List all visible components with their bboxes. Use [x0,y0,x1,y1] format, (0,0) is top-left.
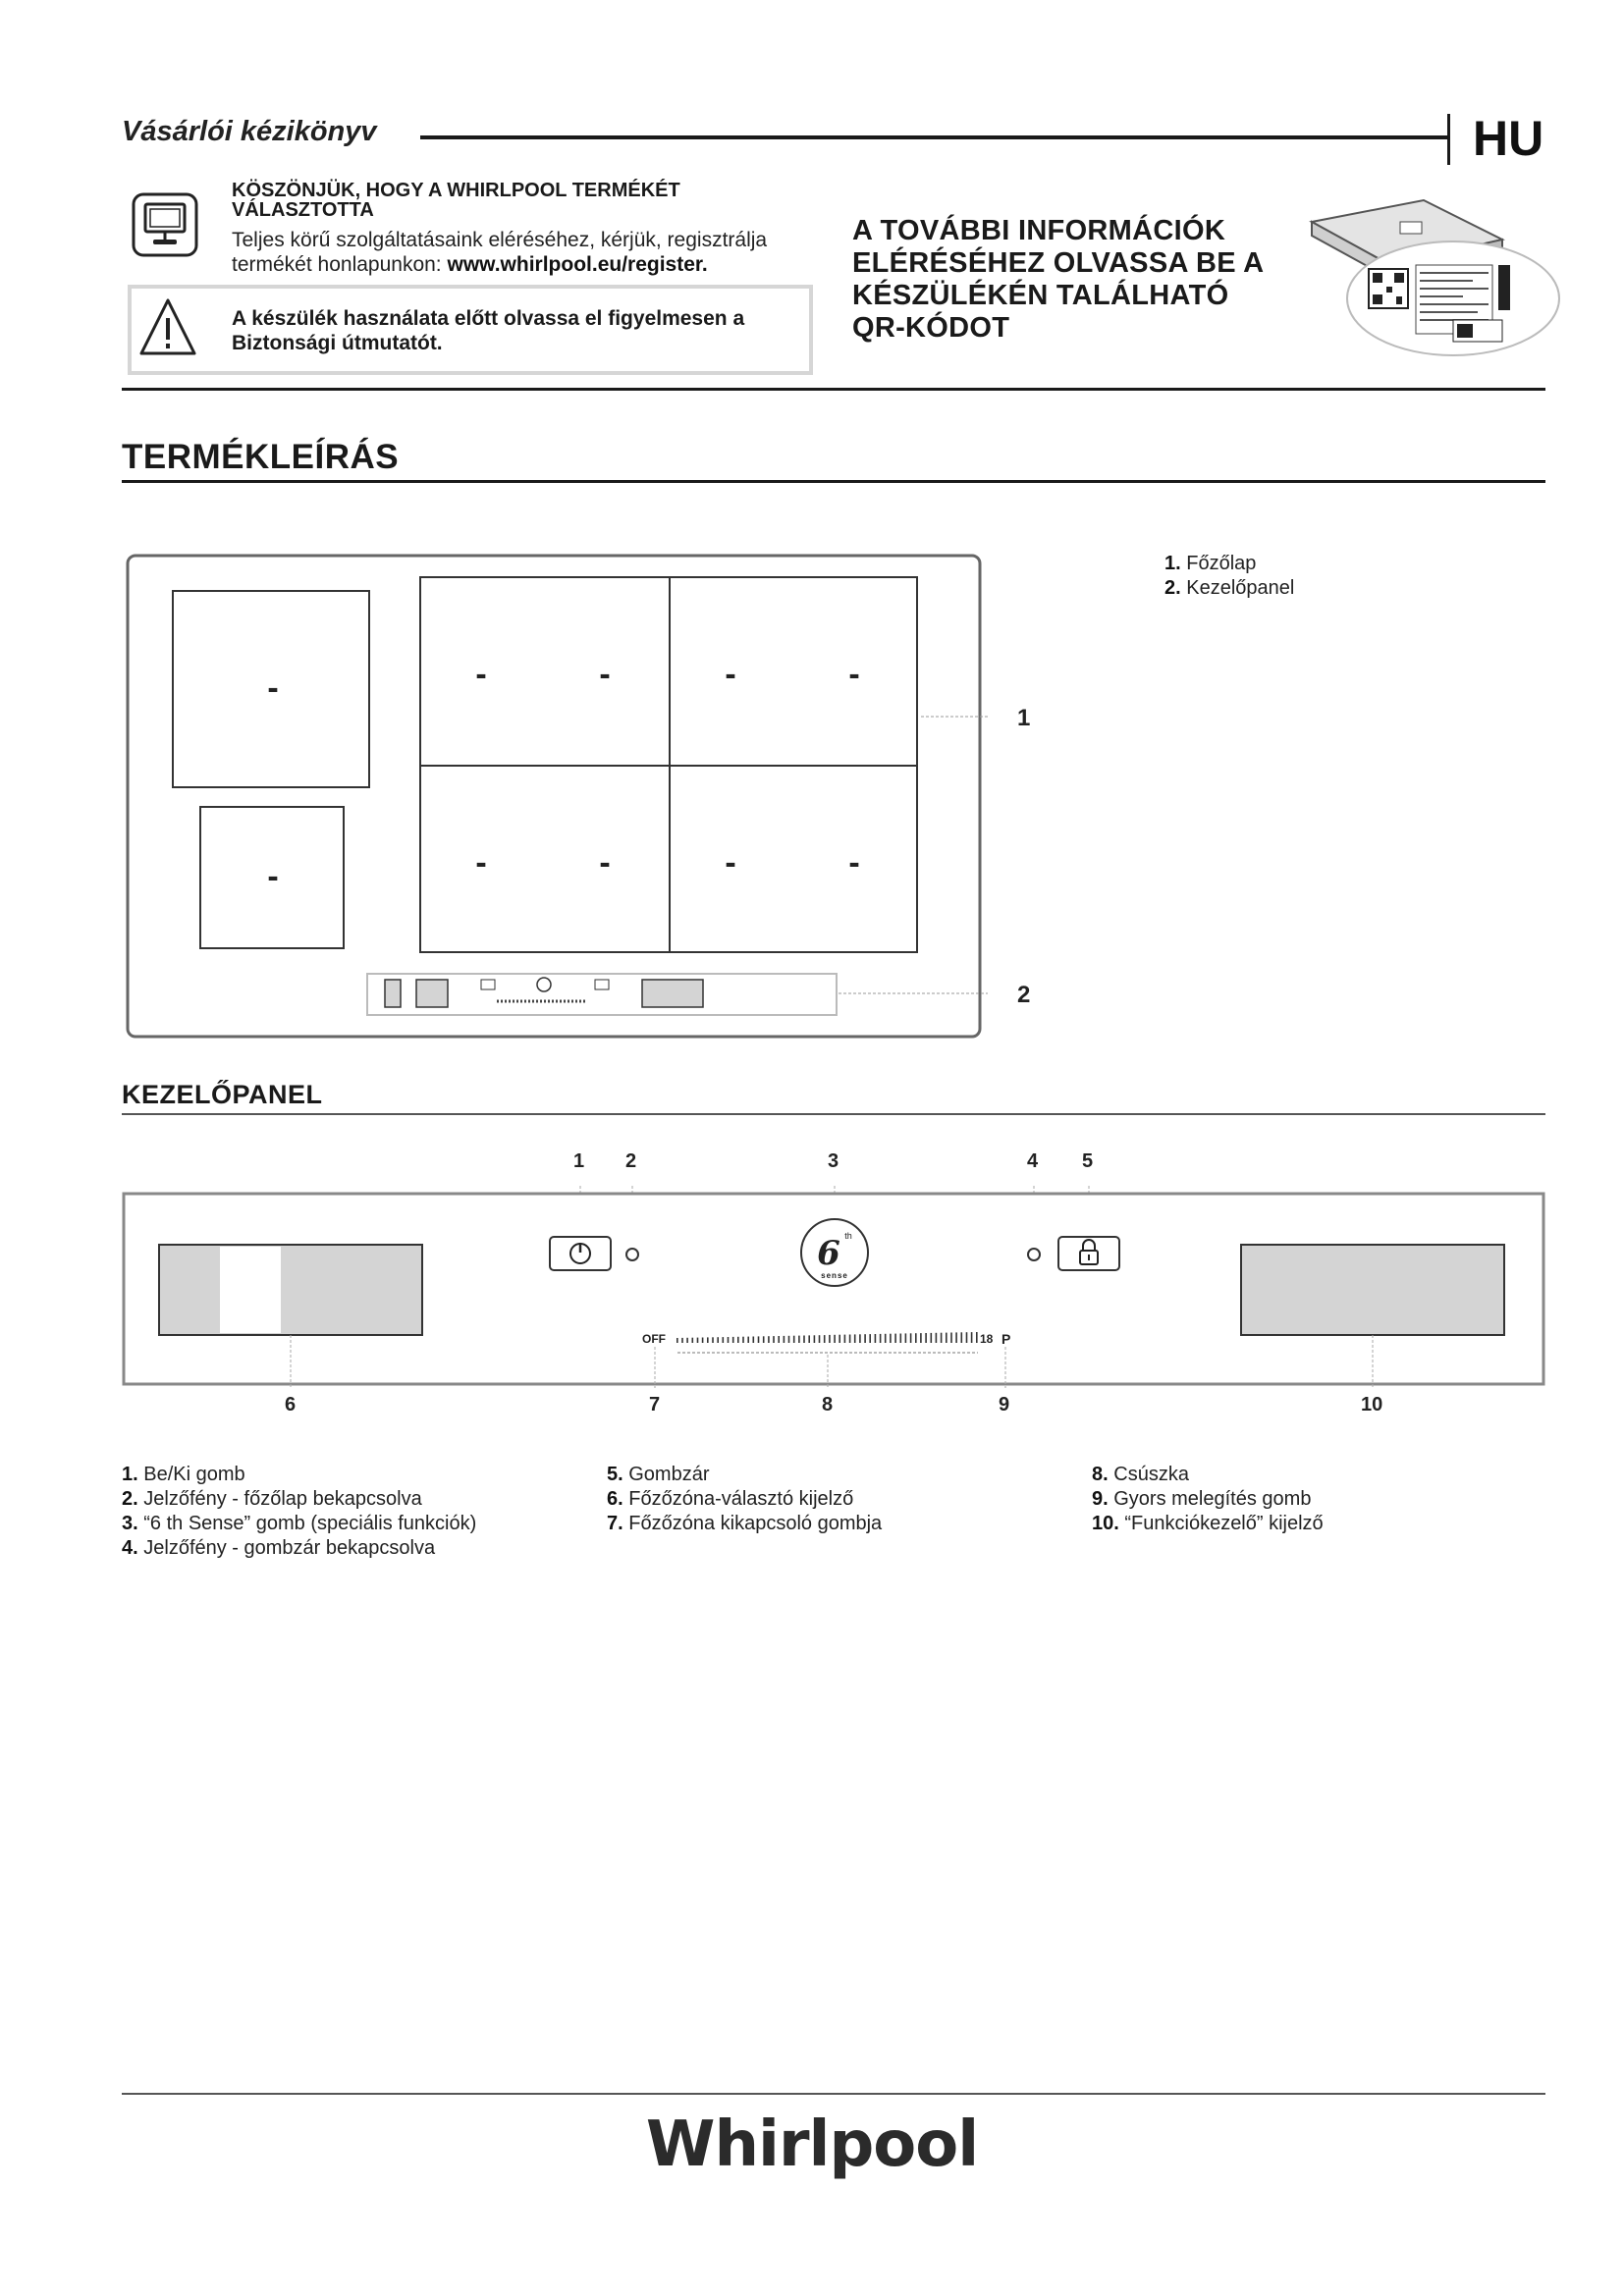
slider-tick [864,1334,866,1343]
whirlpool-logo: Whirlpool [645,2109,979,2181]
product-title-rule [122,480,1545,483]
slider-tick [925,1333,927,1343]
rating-plate-illustration [1306,192,1563,362]
slider-tick [728,1337,730,1343]
product-section-title: TERMÉKLEÍRÁS [122,438,400,476]
product-legend-item: 2. Kezelőpanel [1164,577,1295,599]
panel-legend-item: 5. Gombzár [607,1464,710,1485]
cooking-zone [670,577,917,766]
slider-tick [758,1336,760,1343]
intro-rule [122,388,1545,391]
slider-tick [931,1333,933,1343]
slider-tick [768,1336,770,1343]
slider-tick [753,1337,755,1344]
header-rule [420,135,1447,139]
slider-tick [915,1333,917,1343]
header-divider [1447,114,1450,165]
slider-tick [966,1332,968,1343]
slider-tick [742,1337,744,1343]
product-legend [1164,552,1294,601]
slider-tick [885,1334,887,1343]
slider-tick [803,1336,805,1344]
lock-indicator [1028,1249,1040,1260]
panel-legend-item: 4. Jelzőfény - gombzár bekapcsolva [122,1537,436,1559]
panel-legend-col3 [1092,1463,1324,1536]
slider-tick [692,1338,694,1343]
slider-tick [961,1332,963,1343]
slider-tick [936,1333,938,1343]
slider-tick [920,1333,922,1343]
thanks-body [232,228,821,277]
footer-rule [122,2093,1545,2095]
zone-dash: - [599,844,611,881]
panel-legend-item: 6. Főzőzóna-választó kijelző [607,1488,854,1510]
callout-10: 10 [1361,1394,1383,1415]
slider-tick [829,1335,831,1343]
panel-legend-item: 3. “6 th Sense” gomb (speciális funkciók) [122,1513,477,1534]
zone-dash: - [725,656,736,693]
function-display [1241,1245,1504,1335]
slider-tick [712,1337,714,1343]
callout-5: 5 [1082,1150,1094,1172]
slider-tick [784,1336,785,1343]
zone-dash: - [848,656,860,693]
cooking-zone [420,577,670,766]
boost-button: P [1001,1331,1011,1347]
slider-tick [707,1337,709,1343]
svg-text:sense: sense [821,1271,848,1280]
slider-tick [900,1334,902,1344]
thanks-text: Teljes körű szolgáltatásaink eléréséhez, kérjük, regisztrálja termékét honlapunkon: [232,229,768,276]
zone-dash: - [848,844,860,881]
language-code: HU [1473,111,1544,166]
zone-dash: - [599,656,611,693]
svg-text:6: 6 [817,1234,840,1273]
slider-tick [824,1335,826,1343]
slider-tick [763,1336,765,1343]
hob-on-indicator [626,1249,638,1260]
slider-tick [686,1338,688,1343]
slider-tick [702,1338,704,1344]
slider-tick [747,1337,749,1343]
slider-off-label: OFF [642,1332,666,1346]
zone-dash: - [267,858,279,895]
panel-legend-item: 8. Csúszka [1092,1464,1189,1485]
thanks-heading: KÖSZÖNJÜK, HOGY A WHIRLPOOL TERMÉKÉT VÁLASZTOTTA [232,180,680,221]
monitor-icon [132,192,198,262]
callout-7: 7 [649,1394,661,1415]
slider-tick [723,1337,725,1343]
register-link[interactable]: www.whirlpool.eu/register. [447,253,708,276]
slider-tick [788,1336,790,1343]
warning-text: A készülék használata előtt olvassa el figyelmesen a Biztonsági útmutatót. [232,307,745,354]
callout-hob: 1 [1017,705,1031,731]
slider-tick [814,1335,816,1343]
slider-tick [834,1335,836,1343]
slider-tick [859,1334,861,1343]
cooking-zone [670,766,917,952]
slider-tick [778,1336,780,1343]
slider-tick [839,1335,840,1343]
slider-tick [950,1333,952,1344]
slider-tick [844,1335,846,1343]
panel-legend-item: 9. Gyors melegítés gomb [1092,1488,1312,1510]
warning-icon [137,296,198,364]
qr-notice: A TOVÁBBI INFORMÁCIÓK ELÉRÉSÉHEZ OLVASSA BE A KÉSZÜLÉKÉN TALÁLHATÓ QR-KÓDOT [852,215,1264,344]
slider-tick [773,1336,775,1343]
panel-title-rule [122,1113,1545,1115]
slider-tick [976,1332,978,1343]
slider-max-label: 18 [980,1332,994,1346]
slider-tick [681,1338,683,1343]
slider-tick [717,1337,719,1343]
slider-tick [697,1338,699,1343]
slider-tick [849,1335,851,1344]
slider-tick [955,1332,957,1343]
slider-tick [793,1336,795,1343]
callout-3: 3 [828,1150,839,1172]
slider-tick [880,1334,882,1343]
zone-dash: - [267,669,279,707]
callout-2: 2 [625,1150,637,1172]
callout-control-panel: 2 [1017,982,1031,1008]
slider-tick [819,1335,821,1343]
callout-6: 6 [285,1394,297,1415]
slider-tick [677,1338,678,1343]
manual-title: Vásárlói kézikönyv [122,116,377,147]
panel-legend-item: 1. Be/Ki gomb [122,1464,245,1485]
callout-1: 1 [573,1150,585,1172]
slider-tick [798,1336,800,1343]
slider-tick [890,1334,892,1343]
panel-legend-item: 2. Jelzőfény - főzőlap bekapcsolva [122,1488,422,1510]
panel-legend-item: 7. Főzőzóna kikapcsoló gombja [607,1513,883,1534]
slider-tick [971,1332,973,1343]
zone-dash: - [475,656,487,693]
panel-legend-item: 10. “Funkciókezelő” kijelző [1092,1513,1324,1534]
zone-dash: - [725,844,736,881]
callout-8: 8 [822,1394,834,1415]
slider-tick [875,1334,877,1343]
svg-text:th: th [844,1231,852,1241]
zone-dash: - [475,844,487,881]
slider-tick [869,1334,871,1343]
power-button [550,1237,611,1270]
callout-4: 4 [1027,1150,1039,1172]
hob-diagram [124,552,988,1049]
panel-section-title: KEZELŐPANEL [122,1080,323,1109]
slider-tick [732,1337,734,1343]
slider-tick [941,1333,943,1343]
slider-tick [910,1333,912,1343]
panel-legend-col2 [607,1463,882,1536]
product-legend-item: 1. Főzőlap [1164,553,1257,574]
slider-tick [737,1337,739,1343]
cooking-zone [420,766,670,952]
panel-legend-col1 [122,1463,476,1561]
slider-tick [905,1333,907,1343]
slider-tick [894,1334,896,1343]
slider-tick [946,1333,947,1343]
control-panel-diagram [122,1186,1545,1393]
zone-selector-display [159,1245,422,1335]
callout-9: 9 [999,1394,1010,1415]
slider-tick [854,1334,856,1343]
slider-tick [808,1335,810,1343]
